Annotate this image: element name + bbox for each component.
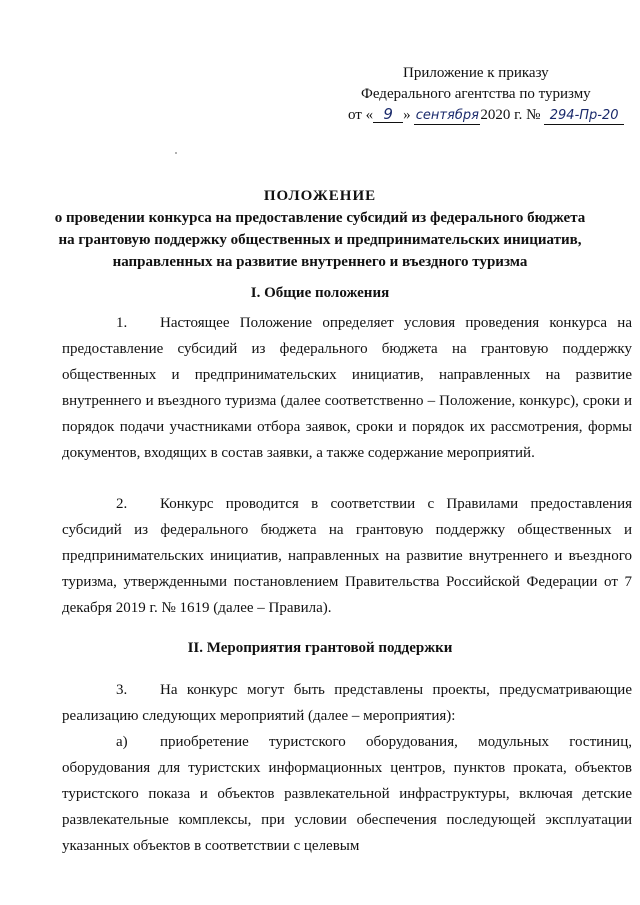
paragraph-3a	[62, 729, 632, 859]
date-prefix: от «	[348, 107, 374, 123]
appendix-line-3	[348, 105, 628, 126]
title-line-3: на грантовую поддержку общественных и предпринимательских инициатив,	[58, 232, 582, 248]
appendix-line-2: Федерального агентства по туризму	[361, 86, 591, 102]
quote-close: »	[403, 107, 411, 123]
paragraph-3a-text: приобретение туристского оборудования, модульных гостиниц, оборудования для туристских информационных центров, пунктов проката, объектов туристского показа и объектов развлекательной инфраструктуры, включая детские развлекательные комплексы, при условии обеспечения последующей эксплуатации указанных объектов в соответствии с целевым	[62, 734, 632, 854]
scan-speck	[175, 152, 177, 154]
paragraph-1	[62, 310, 632, 466]
paragraph-3a-marker: а)	[116, 734, 128, 750]
paragraph-3-number: 3.	[116, 682, 128, 698]
appendix-header	[348, 63, 628, 126]
paragraph-2-number: 2.	[116, 496, 128, 512]
paragraph-1-text: Настоящее Положение определяет условия проведения конкурса на предоставление субсидий из федерального бюджета на грантовую поддержку общественных и предпринимательских инициатив, направленных на развитие внутреннего и въездного туризма (далее соответственно – Положение, конкурс), сроки и порядок подачи участниками отбора заявок, сроки и порядок их рассмотрения, формы документов, входящих в состав заявки, а также содержание мероприятий.	[62, 315, 632, 461]
handwritten-month: сентября	[415, 108, 479, 123]
title-line-2: о проведении конкурса на предоставление субсидий из федерального бюджета	[54, 210, 586, 226]
handwritten-day: 9	[373, 106, 403, 123]
paragraph-2	[62, 491, 632, 621]
paragraph-2-text: Конкурс проводится в соответствии с Правилами предоставления субсидий из федерального бюджета на грантовую поддержку общественных и предпринимательских инициатив, направленных на развитие внутреннего и въездного туризма, утвержденными постановлением Правительства Российской Федерации от 7 декабря 2019 г. № 1619 (далее – Правила).	[62, 496, 632, 616]
appendix-line-1: Приложение к приказу	[403, 65, 549, 81]
paragraph-3-text: На конкурс могут быть представлены проекты, предусматривающие реализацию следующих мероприятий (далее – мероприятия):	[62, 682, 632, 724]
handwritten-order-number: 294-Пр-20	[544, 108, 624, 125]
paragraph-1-number: 1.	[116, 315, 128, 331]
paragraph-3	[62, 677, 632, 729]
title-line-1: ПОЛОЖЕНИЕ	[263, 188, 377, 204]
section-heading-2: II. Мероприятия грантовой поддержки	[187, 640, 453, 656]
document-title	[0, 185, 640, 273]
section-heading-1: I. Общие положения	[250, 285, 390, 301]
year-text: 2020 г. №	[480, 107, 541, 123]
title-line-4: направленных на развитие внутреннего и въездного туризма	[112, 254, 528, 270]
